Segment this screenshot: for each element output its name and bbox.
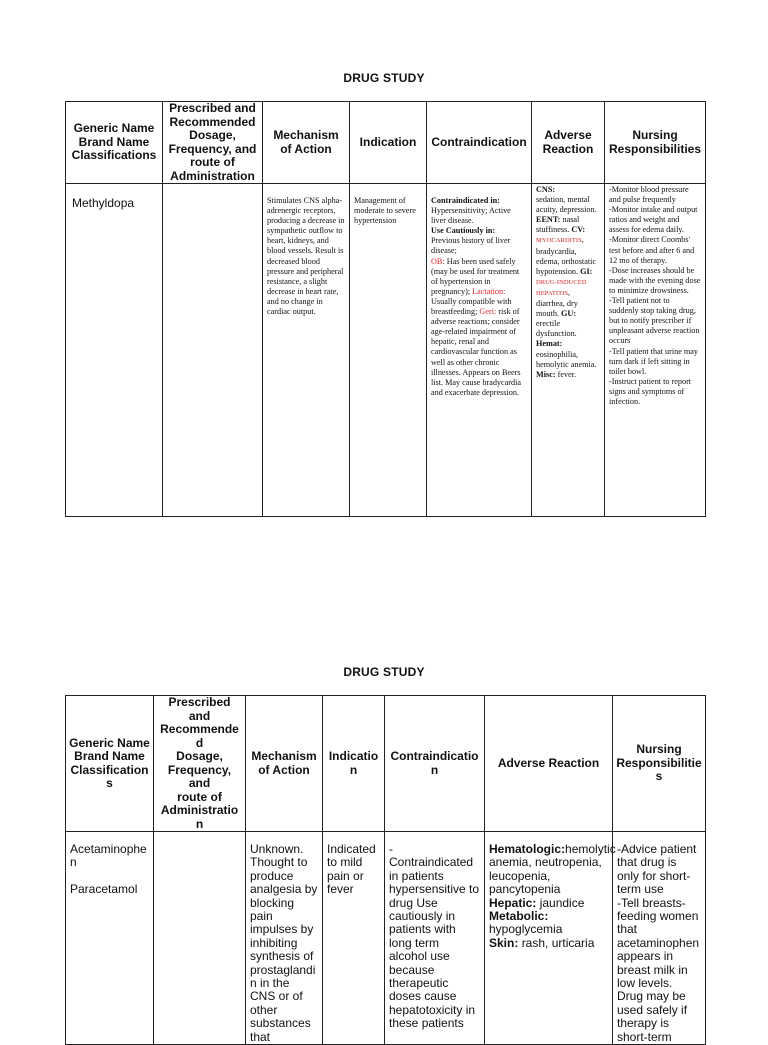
- contra-text: - Contraindicated in patients hypersensitive to drug Use cautiously in patients with long term alcohol use because therapeutic doses cause hepatotoxicity in these patients: [389, 842, 480, 1031]
- header-adverse-reaction: Adverse Reaction: [532, 102, 605, 184]
- cv-red: MYOCARDITIS: [536, 237, 582, 245]
- ob-text: Has been used safely (may be used for treatment of hypertension in pregnancy);: [431, 256, 520, 296]
- header-generic-name: Generic Name Brand Name Classifications: [66, 102, 163, 184]
- dosage-cell: [163, 184, 263, 517]
- gu-label: GU:: [561, 309, 577, 319]
- cns-label: CNS:: [536, 185, 556, 194]
- table-row: [66, 184, 706, 517]
- gi-red: DRUG-INDUCED HEPATITIS: [536, 278, 587, 297]
- nursing-item: -Dose increases should be made with the evening dose to minimize drowsiness.: [609, 265, 701, 295]
- skin-label: Skin:: [489, 935, 519, 950]
- header-dosage: Prescribed and Recommended Dosage, Frequency, and route of Administration: [163, 102, 263, 184]
- hepatic-label: Hepatic:: [489, 895, 537, 910]
- drug-study-title-1: DRUG STUDY: [343, 71, 425, 85]
- header-nursing: Nursing Responsibilitie s: [613, 696, 706, 832]
- dosage-cell: [154, 832, 246, 1045]
- drug-generic-name: Acetaminophen: [70, 842, 147, 870]
- eent-label: EENT:: [536, 215, 561, 225]
- cns-text: sedation, mental acuity, depression.: [536, 195, 597, 215]
- cv-text: , bradycardia, edema, orthostatic hypotension.: [536, 235, 597, 276]
- contra-text: Hypersensitivity; Active liver disease.: [431, 206, 511, 226]
- contraindication-cell: [427, 184, 532, 517]
- drug-name: Methyldopa: [72, 196, 135, 210]
- lactation-label: Lactation:: [472, 286, 506, 296]
- drug-study-table-methyldopa: [65, 101, 706, 517]
- header-generic-name: Generic Name Brand Name Classification s: [66, 696, 154, 832]
- header-adverse-reaction: Adverse Reaction: [485, 696, 613, 832]
- header-mechanism: Mechanism of Action: [246, 696, 323, 832]
- header-nursing: Nursing Responsibilities: [605, 102, 706, 184]
- contraindication-cell: [385, 832, 485, 1045]
- adverse-reaction-cell: [532, 184, 605, 517]
- nursing-item: -Tell patient not to suddenly stop taking drug, but to notify prescriber if unpleasant adverse reaction occurs: [609, 296, 700, 346]
- nursing-item: -Tell patient that urine may turn dark if left sitting in toilet bowl.: [609, 346, 699, 376]
- header-contraindication: Contraindicatio n: [385, 696, 485, 832]
- metabolic-text: hypoglycemia: [489, 922, 563, 937]
- drug-brand-name: Paracetamol: [70, 881, 138, 896]
- geri-label: Geri:: [479, 307, 497, 317]
- header-indication: Indicatio n: [323, 696, 385, 832]
- drug-name-cell: [66, 832, 154, 1045]
- mechanism-cell: [263, 184, 350, 517]
- nursing-item: -Monitor blood pressure and pulse frequently: [609, 185, 689, 205]
- metabolic-label: Metabolic:: [489, 909, 549, 924]
- hematologic-label: Hematologic:: [489, 842, 566, 856]
- indication-cell: [350, 184, 427, 517]
- hemat-text: eosinophilia, hemolytic anemia.: [536, 349, 597, 369]
- mechanism-text: Unknown. Thought to produce analgesia by blocking pain impulses by inhibiting synthesis of prostaglandin in the CNS or of other substances that: [250, 842, 318, 1044]
- header-mechanism: Mechanism of Action: [263, 102, 350, 184]
- hemat-label: Hemat:: [536, 339, 563, 349]
- misc-label: Misc:: [536, 369, 556, 379]
- geri-text: risk of adverse reactions; consider age-related impairment of hepatic, renal and cardiovascular function as well as other chronic illnesses. Appears on Beers list. May cause bradycardia and exacerbate depression.: [431, 307, 522, 397]
- caution-text: Previous history of liver disease;: [431, 236, 511, 256]
- nursing-item: -Monitor direct Coombs' test before and after 6 and 12 mo of therapy.: [609, 235, 695, 265]
- misc-text: fever.: [557, 369, 577, 379]
- caution-label: Use Cautiously in:: [431, 226, 496, 236]
- ob-label: OB:: [431, 256, 445, 266]
- cv-label: CV:: [571, 225, 586, 235]
- indication-text: Indicated to mild pain or fever: [327, 842, 376, 897]
- gi-label: GI:: [580, 266, 593, 276]
- drug-study-title-2: DRUG STUDY: [343, 665, 425, 679]
- nursing-item: -Monitor intake and output ratios and weight and assess for edema daily.: [609, 205, 698, 235]
- hematologic-text: hemolytic anemia, neutropenia, leucopenia, pancytopenia: [489, 842, 616, 897]
- indication-cell: [323, 832, 385, 1045]
- mechanism-text: Stimulates CNS alpha-adrenergic receptors, producing a decrease in sympathetic outflow to heart, kidneys, and blood vessels. Result is decreased blood pressure and peripheral resistance, a slight decrease in heart rate, and no change in cardiac output.: [267, 196, 345, 317]
- nursing-text: -Advice patient that drug is only for short-term use -Tell breasts-feeding women that acetaminophen appears in breast milk in low levels. Drug may be used safely if therapy is short-term: [617, 842, 700, 1044]
- drug-name-cell: [66, 184, 163, 517]
- drug-study-table-acetaminophen: [65, 695, 706, 1045]
- hepatic-text: jaundice: [539, 895, 585, 910]
- mechanism-cell: [246, 832, 323, 1045]
- lactation-text: Usually compatible with breastfeeding;: [431, 296, 512, 317]
- header-dosage: Prescribed and Recommende d Dosage, Frequency, and route of Administratio n: [154, 696, 246, 832]
- eent-text: nasal stuffiness.: [536, 215, 580, 235]
- header-contraindication: Contraindication: [427, 102, 532, 184]
- nursing-cell: [613, 832, 706, 1045]
- gu-text: erectile dysfunction.: [536, 319, 577, 339]
- nursing-cell: [605, 184, 706, 517]
- header-indication: Indication: [350, 102, 427, 184]
- gi-text: , diarrhea, dry mouth.: [536, 287, 578, 319]
- contra-label: Contraindicated in:: [431, 196, 500, 205]
- adverse-reaction-cell: [485, 832, 616, 1045]
- indication-text: Management of moderate to severe hypertension: [354, 196, 416, 226]
- table-row: [66, 832, 706, 1045]
- skin-text: rash, urticaria: [521, 935, 595, 950]
- nursing-item: -Instruct patient to report signs and symptoms of infection.: [609, 376, 692, 406]
